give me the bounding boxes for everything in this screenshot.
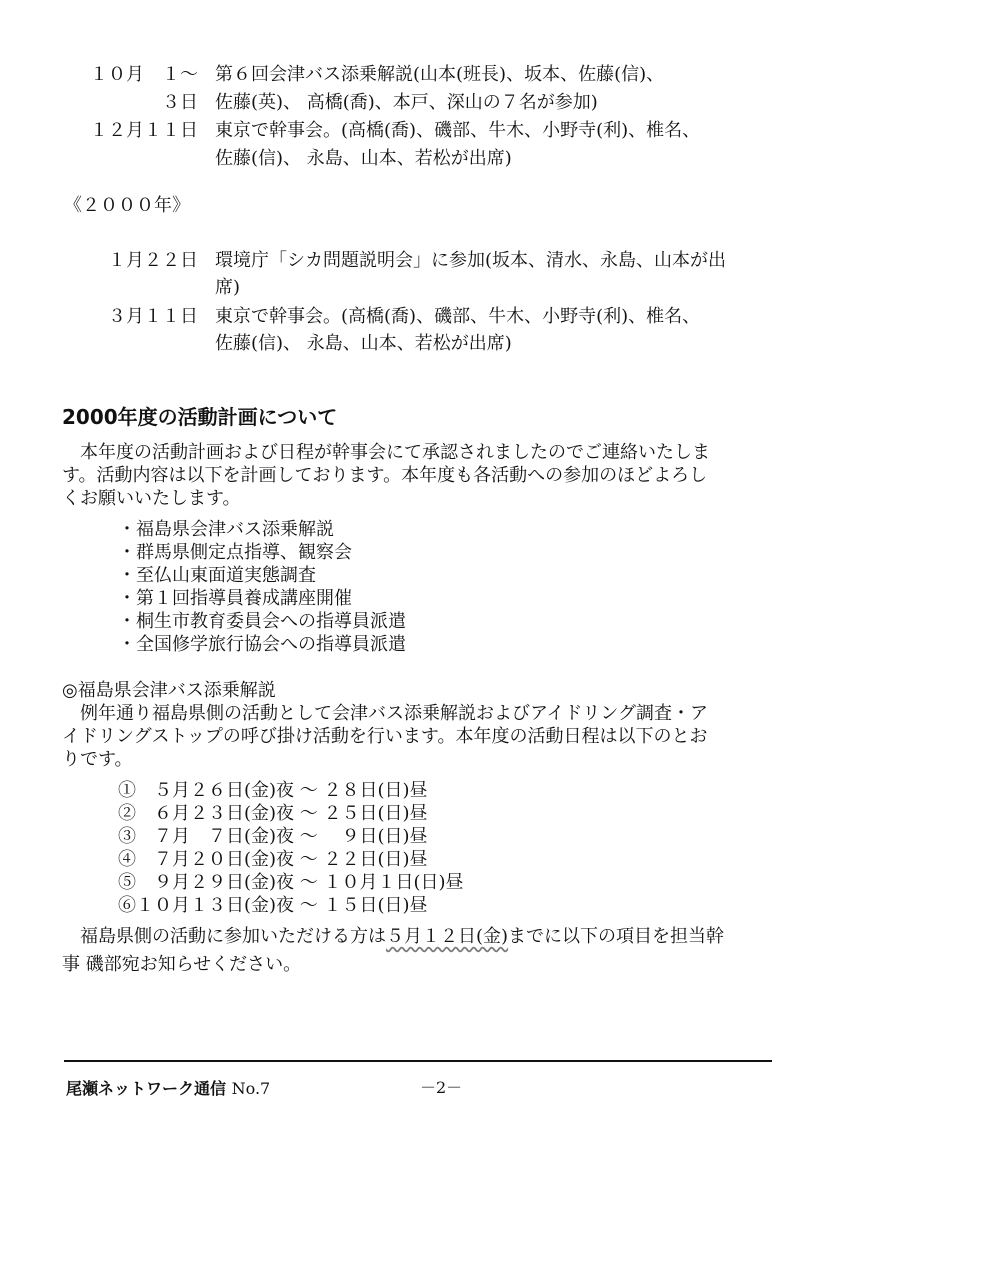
log-text: 東京で幹事会。(高橋(喬)、磯部、牛木、小野寺(利)、椎名、 (215, 120, 701, 141)
list-item: ・全国修学旅行協会への指導員派遣 (118, 634, 406, 655)
log-text: 席) (215, 277, 241, 298)
list-item: ・福島県会津バス添乗解説 (118, 519, 334, 540)
closing-line: 事 磯部宛お知らせください。 (62, 954, 302, 975)
schedule-item: ⑥１０月１３日(金)夜 ～ １５日(日)昼 (118, 895, 428, 916)
paragraph-line: 本年度の活動計画および日程が幹事会にて承認されましたのでご連絡いたしま (62, 442, 710, 463)
newsletter-name: 尾瀬ネットワーク通信 (66, 1079, 227, 1098)
footer-title (66, 1079, 270, 1099)
year-label: 《２０００年》 (64, 195, 190, 216)
log-text: 環境庁「シカ問題説明会」に参加(坂本、清水、永島、山本が出 (215, 250, 727, 271)
schedule-item: ② ６月２３日(金)夜 ～ ２５日(日)昼 (118, 803, 428, 824)
log-text: 第６回会津バス添乗解説(山本(班長)、坂本、佐藤(信)、 (215, 64, 665, 85)
log-text: 佐藤(英)、 高橋(喬)、本戸、深山の７名が参加) (215, 92, 598, 113)
log-date: ３日 (162, 92, 198, 113)
section-heading: 2000年度の活動計画について (62, 405, 338, 429)
schedule-item: ⑤ ９月２９日(金)夜 ～ １０月１日(日)昼 (118, 872, 464, 893)
paragraph-line: りです。 (62, 749, 133, 770)
schedule-item: ① ５月２６日(金)夜 ～ ２８日(日)昼 (118, 780, 428, 801)
issue-number: No.7 (231, 1079, 271, 1098)
list-item: ・群馬県側定点指導、観察会 (118, 542, 352, 563)
log-text: 佐藤(信)、 永島、山本、若松が出席) (215, 148, 512, 169)
schedule-item: ③ ７月 ７日(金)夜 ～ ９日(日)昼 (118, 826, 428, 847)
log-text: 東京で幹事会。(高橋(喬)、磯部、牛木、小野寺(利)、椎名、 (215, 306, 701, 327)
schedule-item: ④ ７月２０日(金)夜 ～ ２２日(日)昼 (118, 849, 428, 870)
list-item: ・第１回指導員養成講座開催 (118, 588, 352, 609)
closing-text: 福島県側の活動に参加いただける方は (62, 926, 386, 947)
paragraph-line: くお願いいたします。 (62, 488, 241, 509)
footer-rule-left (64, 1060, 418, 1062)
list-item: ・至仏山東面道実態調査 (118, 565, 316, 586)
closing-text: までに以下の項目を担当幹 (508, 926, 725, 947)
log-date: １０月 １～ (90, 64, 198, 85)
sub-heading: ◎福島県会津バス添乗解説 (62, 680, 276, 701)
deadline-date: ５月１２日(金) (386, 926, 509, 947)
closing-line (62, 926, 724, 948)
log-date: １２月１１日 (90, 120, 198, 141)
log-date: １月２２日 (108, 250, 198, 271)
list-item: ・桐生市教育委員会への指導員派遣 (118, 611, 406, 632)
page-number: －2－ (420, 1078, 463, 1097)
paragraph-line: 例年通り福島県側の活動として会津バス添乗解説およびアイドリング調査・ア (62, 703, 709, 724)
paragraph-line: イドリングストップの呼び掛け活動を行います。本年度の活動日程は以下のとお (62, 726, 708, 747)
log-date: ３月１１日 (108, 306, 198, 327)
log-text: 佐藤(信)、 永島、山本、若松が出席) (215, 333, 512, 354)
footer-rule-right (418, 1060, 772, 1062)
paragraph-line: す。活動内容は以下を計画しております。本年度も各活動への参加のほどよろし (62, 465, 708, 486)
